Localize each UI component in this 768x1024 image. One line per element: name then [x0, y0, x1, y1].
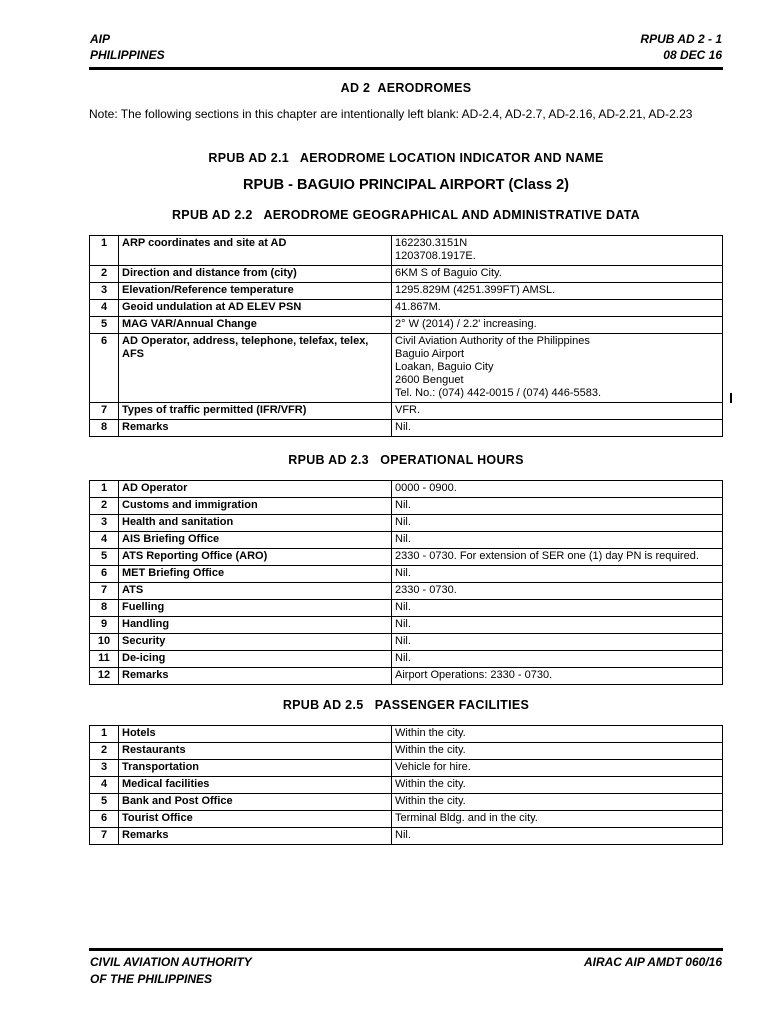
row-number: 12	[90, 668, 119, 685]
row-number: 6	[90, 566, 119, 583]
table-row	[90, 403, 723, 420]
row-label: AD Operator	[119, 481, 392, 498]
header-aip: AIP	[90, 32, 111, 46]
table-geographical-admin-data	[89, 235, 723, 437]
row-label: Health and sanitation	[119, 515, 392, 532]
row-number: 5	[90, 794, 119, 811]
row-number: 7	[90, 828, 119, 845]
row-number: 9	[90, 617, 119, 634]
table-row	[90, 236, 723, 266]
table-row	[90, 549, 723, 566]
row-number: 7	[90, 403, 119, 420]
table-row	[90, 726, 723, 743]
row-label: De-icing	[119, 651, 392, 668]
row-label: ATS	[119, 583, 392, 600]
row-number: 7	[90, 583, 119, 600]
table-row	[90, 583, 723, 600]
row-number: 6	[90, 811, 119, 828]
row-number: 3	[90, 760, 119, 777]
row-value: Nil.	[392, 828, 723, 845]
section-2-2-title: RPUB AD 2.2 AERODROME GEOGRAPHICAL AND ADMINISTRATIVE DATA	[171, 208, 641, 222]
row-number: 4	[90, 777, 119, 794]
table-row	[90, 566, 723, 583]
row-value: Within the city.	[392, 726, 723, 743]
table-row	[90, 634, 723, 651]
table-row	[90, 600, 723, 617]
table-row	[90, 300, 723, 317]
row-value: Within the city.	[392, 794, 723, 811]
row-value: Vehicle for hire.	[392, 760, 723, 777]
row-label: Elevation/Reference temperature	[119, 283, 392, 300]
row-value: Within the city.	[392, 777, 723, 794]
row-label: Hotels	[119, 726, 392, 743]
row-label: Remarks	[119, 420, 392, 437]
row-number: 10	[90, 634, 119, 651]
row-label: Remarks	[119, 668, 392, 685]
table-row	[90, 668, 723, 685]
page-footer-left	[90, 954, 252, 988]
chapter-title: AD 2 AERODROMES	[340, 81, 472, 95]
row-value: Nil.	[392, 634, 723, 651]
table-row	[90, 777, 723, 794]
row-value: 0000 - 0900.	[392, 481, 723, 498]
table-row	[90, 283, 723, 300]
page-header-right	[640, 31, 722, 63]
row-label: Bank and Post Office	[119, 794, 392, 811]
row-number: 4	[90, 532, 119, 549]
table-row	[90, 266, 723, 283]
section-2-5-title: RPUB AD 2.5 PASSENGER FACILITIES	[282, 698, 530, 712]
table-row	[90, 334, 723, 403]
table-row	[90, 828, 723, 845]
row-value: 2330 - 0730. For extension of SER one (1) day PN is required.	[392, 549, 723, 566]
row-number: 5	[90, 317, 119, 334]
row-label: Restaurants	[119, 743, 392, 760]
footer-authority-line1: CIVIL AVIATION AUTHORITY	[90, 955, 252, 969]
table-row	[90, 515, 723, 532]
row-label: Fuelling	[119, 600, 392, 617]
row-label: Direction and distance from (city)	[119, 266, 392, 283]
row-label: Medical facilities	[119, 777, 392, 794]
row-number: 8	[90, 600, 119, 617]
table-row	[90, 498, 723, 515]
row-label: Customs and immigration	[119, 498, 392, 515]
row-label: Remarks	[119, 828, 392, 845]
row-value: 41.867M.	[392, 300, 723, 317]
row-value: Nil.	[392, 498, 723, 515]
table-row	[90, 651, 723, 668]
table-row	[90, 532, 723, 549]
row-value: Airport Operations: 2330 - 0730.	[392, 668, 723, 685]
intro-note: Note: The following sections in this chapter are intentionally left blank: AD-2.4, AD-2.7, AD-2.16, AD-2.21, AD-2.23	[89, 107, 693, 121]
row-number: 1	[90, 236, 119, 266]
table-operational-hours	[89, 480, 723, 685]
row-label: Handling	[119, 617, 392, 634]
row-number: 3	[90, 283, 119, 300]
row-value: Terminal Bldg. and in the city.	[392, 811, 723, 828]
row-value: 2330 - 0730.	[392, 583, 723, 600]
row-label: Types of traffic permitted (IFR/VFR)	[119, 403, 392, 420]
row-number: 2	[90, 266, 119, 283]
table-row	[90, 743, 723, 760]
row-number: 4	[90, 300, 119, 317]
row-value: Civil Aviation Authority of the Philippines Baguio Airport Loakan, Baguio City 2600 Benguet Tel. No.: (074) 442-0015 / (074) 446-5583.	[392, 334, 723, 403]
row-value: Nil.	[392, 532, 723, 549]
row-number: 3	[90, 515, 119, 532]
row-number: 5	[90, 549, 119, 566]
row-value: Nil.	[392, 600, 723, 617]
row-value: 162230.3151N 1203708.1917E.	[392, 236, 723, 266]
row-label: Security	[119, 634, 392, 651]
row-number: 2	[90, 743, 119, 760]
header-rule	[89, 67, 723, 70]
row-label: ATS Reporting Office (ARO)	[119, 549, 392, 566]
row-value: 1295.829M (4251.399FT) AMSL.	[392, 283, 723, 300]
row-number: 6	[90, 334, 119, 403]
row-label: AD Operator, address, telephone, telefax, telex, AFS	[119, 334, 392, 403]
row-value: Nil.	[392, 651, 723, 668]
row-label: ARP coordinates and site at AD	[119, 236, 392, 266]
section-2-1-title: RPUB AD 2.1 AERODROME LOCATION INDICATOR AND NAME	[208, 151, 604, 165]
row-number: 1	[90, 481, 119, 498]
footer-authority-line2: OF THE PHILIPPINES	[90, 972, 213, 986]
row-number: 1	[90, 726, 119, 743]
row-value: VFR.	[392, 403, 723, 420]
row-value: Nil.	[392, 566, 723, 583]
page-footer-right: AIRAC AIP AMDT 060/16	[583, 955, 722, 969]
header-country: PHILIPPINES	[90, 48, 165, 62]
row-number: 11	[90, 651, 119, 668]
row-number: 8	[90, 420, 119, 437]
row-value: Nil.	[392, 420, 723, 437]
row-label: AIS Briefing Office	[119, 532, 392, 549]
table-row	[90, 481, 723, 498]
change-bar	[730, 393, 732, 403]
row-value: Nil.	[392, 617, 723, 634]
table-row	[90, 811, 723, 828]
page-header-left	[90, 31, 165, 63]
row-value: Within the city.	[392, 743, 723, 760]
row-number: 2	[90, 498, 119, 515]
row-label: MAG VAR/Annual Change	[119, 317, 392, 334]
airport-name: RPUB - BAGUIO PRINCIPAL AIRPORT (Class 2)	[242, 177, 570, 193]
table-passenger-facilities	[89, 725, 723, 845]
section-2-3-title: RPUB AD 2.3 OPERATIONAL HOURS	[288, 453, 524, 467]
table-row	[90, 617, 723, 634]
row-label: Tourist Office	[119, 811, 392, 828]
footer-rule	[89, 948, 723, 951]
table-row	[90, 760, 723, 777]
table-row	[90, 420, 723, 437]
row-label: MET Briefing Office	[119, 566, 392, 583]
header-page-ref: RPUB AD 2 - 1	[640, 32, 722, 46]
table-row	[90, 317, 723, 334]
row-value: 6KM S of Baguio City.	[392, 266, 723, 283]
table-row	[90, 794, 723, 811]
row-value: 2° W (2014) / 2.2' increasing.	[392, 317, 723, 334]
row-label: Geoid undulation at AD ELEV PSN	[119, 300, 392, 317]
row-label: Transportation	[119, 760, 392, 777]
header-date: 08 DEC 16	[663, 48, 722, 62]
row-value: Nil.	[392, 515, 723, 532]
